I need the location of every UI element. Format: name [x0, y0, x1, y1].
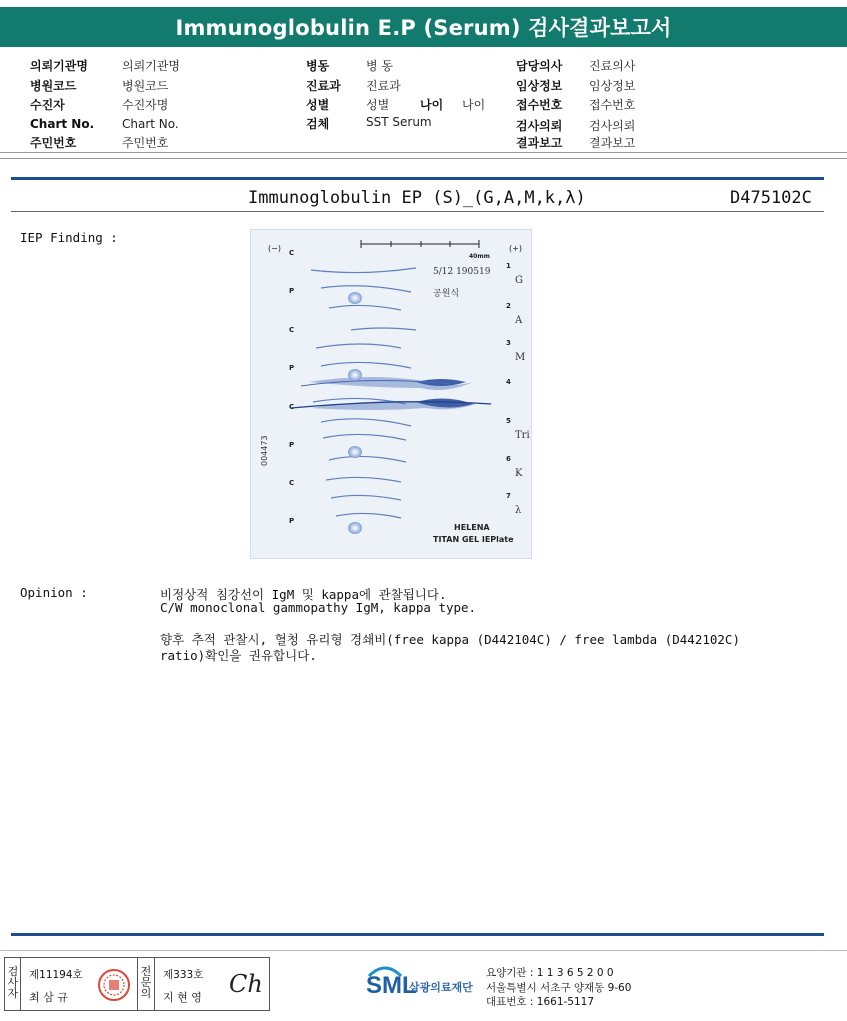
test-code: D475102C [730, 188, 812, 208]
label-doctor: 담당의사 [516, 59, 563, 73]
scale-label: 40mm [469, 253, 490, 260]
lane-label: P [289, 287, 295, 295]
trough-number: 3 [506, 339, 511, 347]
sml-logo-text: SML [366, 972, 417, 999]
handwriting-id: 5/12 190519 [433, 267, 491, 277]
lane-label: C [289, 326, 295, 334]
divider [0, 950, 847, 951]
value-report: 결과보고 [589, 136, 636, 150]
value-receipt-no: 접수번호 [589, 98, 636, 112]
opinion-label: Opinion : [20, 585, 88, 600]
label-clinical-info: 임상정보 [516, 79, 563, 93]
patient-info [0, 54, 847, 150]
opinion-line-4: ratio)확인을 권유합니다. [160, 648, 317, 663]
lane-label: C [289, 249, 295, 257]
label-resident-no: 주민번호 [30, 136, 77, 150]
handwriting-name: 공원식 [433, 289, 460, 299]
lane-label: C [289, 479, 295, 487]
value-department: 진료과 [366, 79, 401, 93]
monoclonal-band [291, 377, 491, 410]
value-request: 검사의뢰 [589, 119, 636, 133]
sml-logo [365, 962, 483, 1002]
opinion-line-1: 비정상적 침강선이 IgM 및 kappa에 관찰됩니다. [160, 587, 447, 602]
checker-license: 제333호 [163, 969, 204, 981]
label-hospital-code: 병원코드 [30, 79, 77, 93]
checker-name: 지 현 영 [163, 991, 202, 1004]
value-specimen: SST Serum [366, 115, 432, 129]
value-resident-no: 주민번호 [122, 136, 169, 150]
well [348, 446, 362, 458]
trough-number: 2 [506, 302, 511, 310]
trough-number: 5 [506, 417, 511, 425]
label-receipt-no: 접수번호 [516, 98, 563, 112]
label-sex: 성별 [306, 98, 330, 112]
label-report: 결과보고 [516, 136, 563, 150]
tester-label: 검 사 자 [7, 965, 19, 1000]
value-chart-no: Chart No. [122, 117, 179, 131]
gel-graphic [251, 230, 531, 558]
precipitin-arcs [311, 268, 416, 518]
label-age: 나이 [420, 98, 444, 112]
sample-wells [348, 292, 362, 534]
address: 서울특별시 서초구 양재동 9-60 [486, 982, 632, 994]
product-label: TITAN GEL IEPlate [433, 535, 514, 544]
well [348, 522, 362, 534]
opinion-line-2: C/W monoclonal gammopathy IgM, kappa type. [160, 600, 477, 615]
value-patient: 수진자명 [122, 98, 169, 112]
value-sex: 성별 [366, 98, 390, 112]
label-patient: 수진자 [30, 98, 65, 112]
antiserum-label: K [515, 468, 523, 479]
trough-number: 4 [506, 378, 511, 386]
label-specimen: 검체 [306, 117, 330, 131]
trough-number: 6 [506, 455, 511, 463]
lane-label: P [289, 441, 295, 449]
signature: Ch [229, 970, 263, 998]
rule-sub [11, 211, 824, 212]
iep-label: IEP Finding : [20, 230, 118, 245]
value-hospital-code: 병원코드 [122, 79, 169, 93]
tester-name: 최 삼 규 [29, 991, 68, 1004]
phone: 대표번호 : 1661-5117 [486, 996, 595, 1008]
trough-number: 7 [506, 492, 511, 500]
well [348, 292, 362, 304]
antiserum-label: M [515, 352, 526, 363]
lane-label: P [289, 517, 295, 525]
iep-gel-image [250, 229, 532, 559]
tester-license: 제11194호 [29, 969, 83, 981]
test-name: Immunoglobulin EP (S)_(G,A,M,k,λ) [248, 188, 586, 208]
care-code: 요양기관 : 1 1 3 6 5 2 0 0 [486, 967, 614, 979]
report-title: Immunoglobulin E.P (Serum) 검사결과보고서 [0, 7, 847, 47]
rule-bottom [11, 933, 824, 936]
label-chart-no: Chart No. [30, 117, 95, 131]
trough-number: 1 [506, 262, 511, 270]
neg-mark: (−) [268, 244, 281, 253]
label-ward: 병동 [306, 59, 330, 73]
pos-mark: (+) [509, 244, 522, 253]
value-age: 나이 [462, 98, 486, 112]
rule-top [11, 177, 824, 180]
label-institution: 의뢰기관명 [30, 59, 88, 73]
opinion-line-3: 향후 추적 관찰시, 혈청 유리형 경쇄비(free kappa (D442104C) / free lambda (D442102C) [160, 632, 740, 647]
divider [0, 152, 847, 153]
antiserum-label: A [515, 315, 523, 326]
antiserum-label: G [515, 275, 523, 286]
value-institution: 의뢰기관명 [122, 59, 180, 73]
well [348, 369, 362, 381]
lane-label: C [289, 403, 295, 411]
brand-label: HELENA [454, 523, 490, 532]
value-ward: 병 동 [366, 59, 393, 73]
divider [0, 158, 847, 159]
signature-box [4, 957, 270, 1011]
antiserum-label: Tri [515, 430, 530, 441]
org-name: 삼광의료재단 [409, 981, 473, 994]
official-seal-icon [97, 968, 131, 1002]
label-request: 검사의뢰 [516, 119, 563, 133]
plate-id: 004473 [260, 435, 269, 466]
label-department: 진료과 [306, 79, 341, 93]
lane-label: P [289, 364, 295, 372]
checker-label: 전 문 의 [140, 965, 152, 1000]
antiserum-label: λ [515, 505, 522, 516]
value-clinical-info: 임상정보 [589, 79, 636, 93]
value-doctor: 진료의사 [589, 59, 636, 73]
